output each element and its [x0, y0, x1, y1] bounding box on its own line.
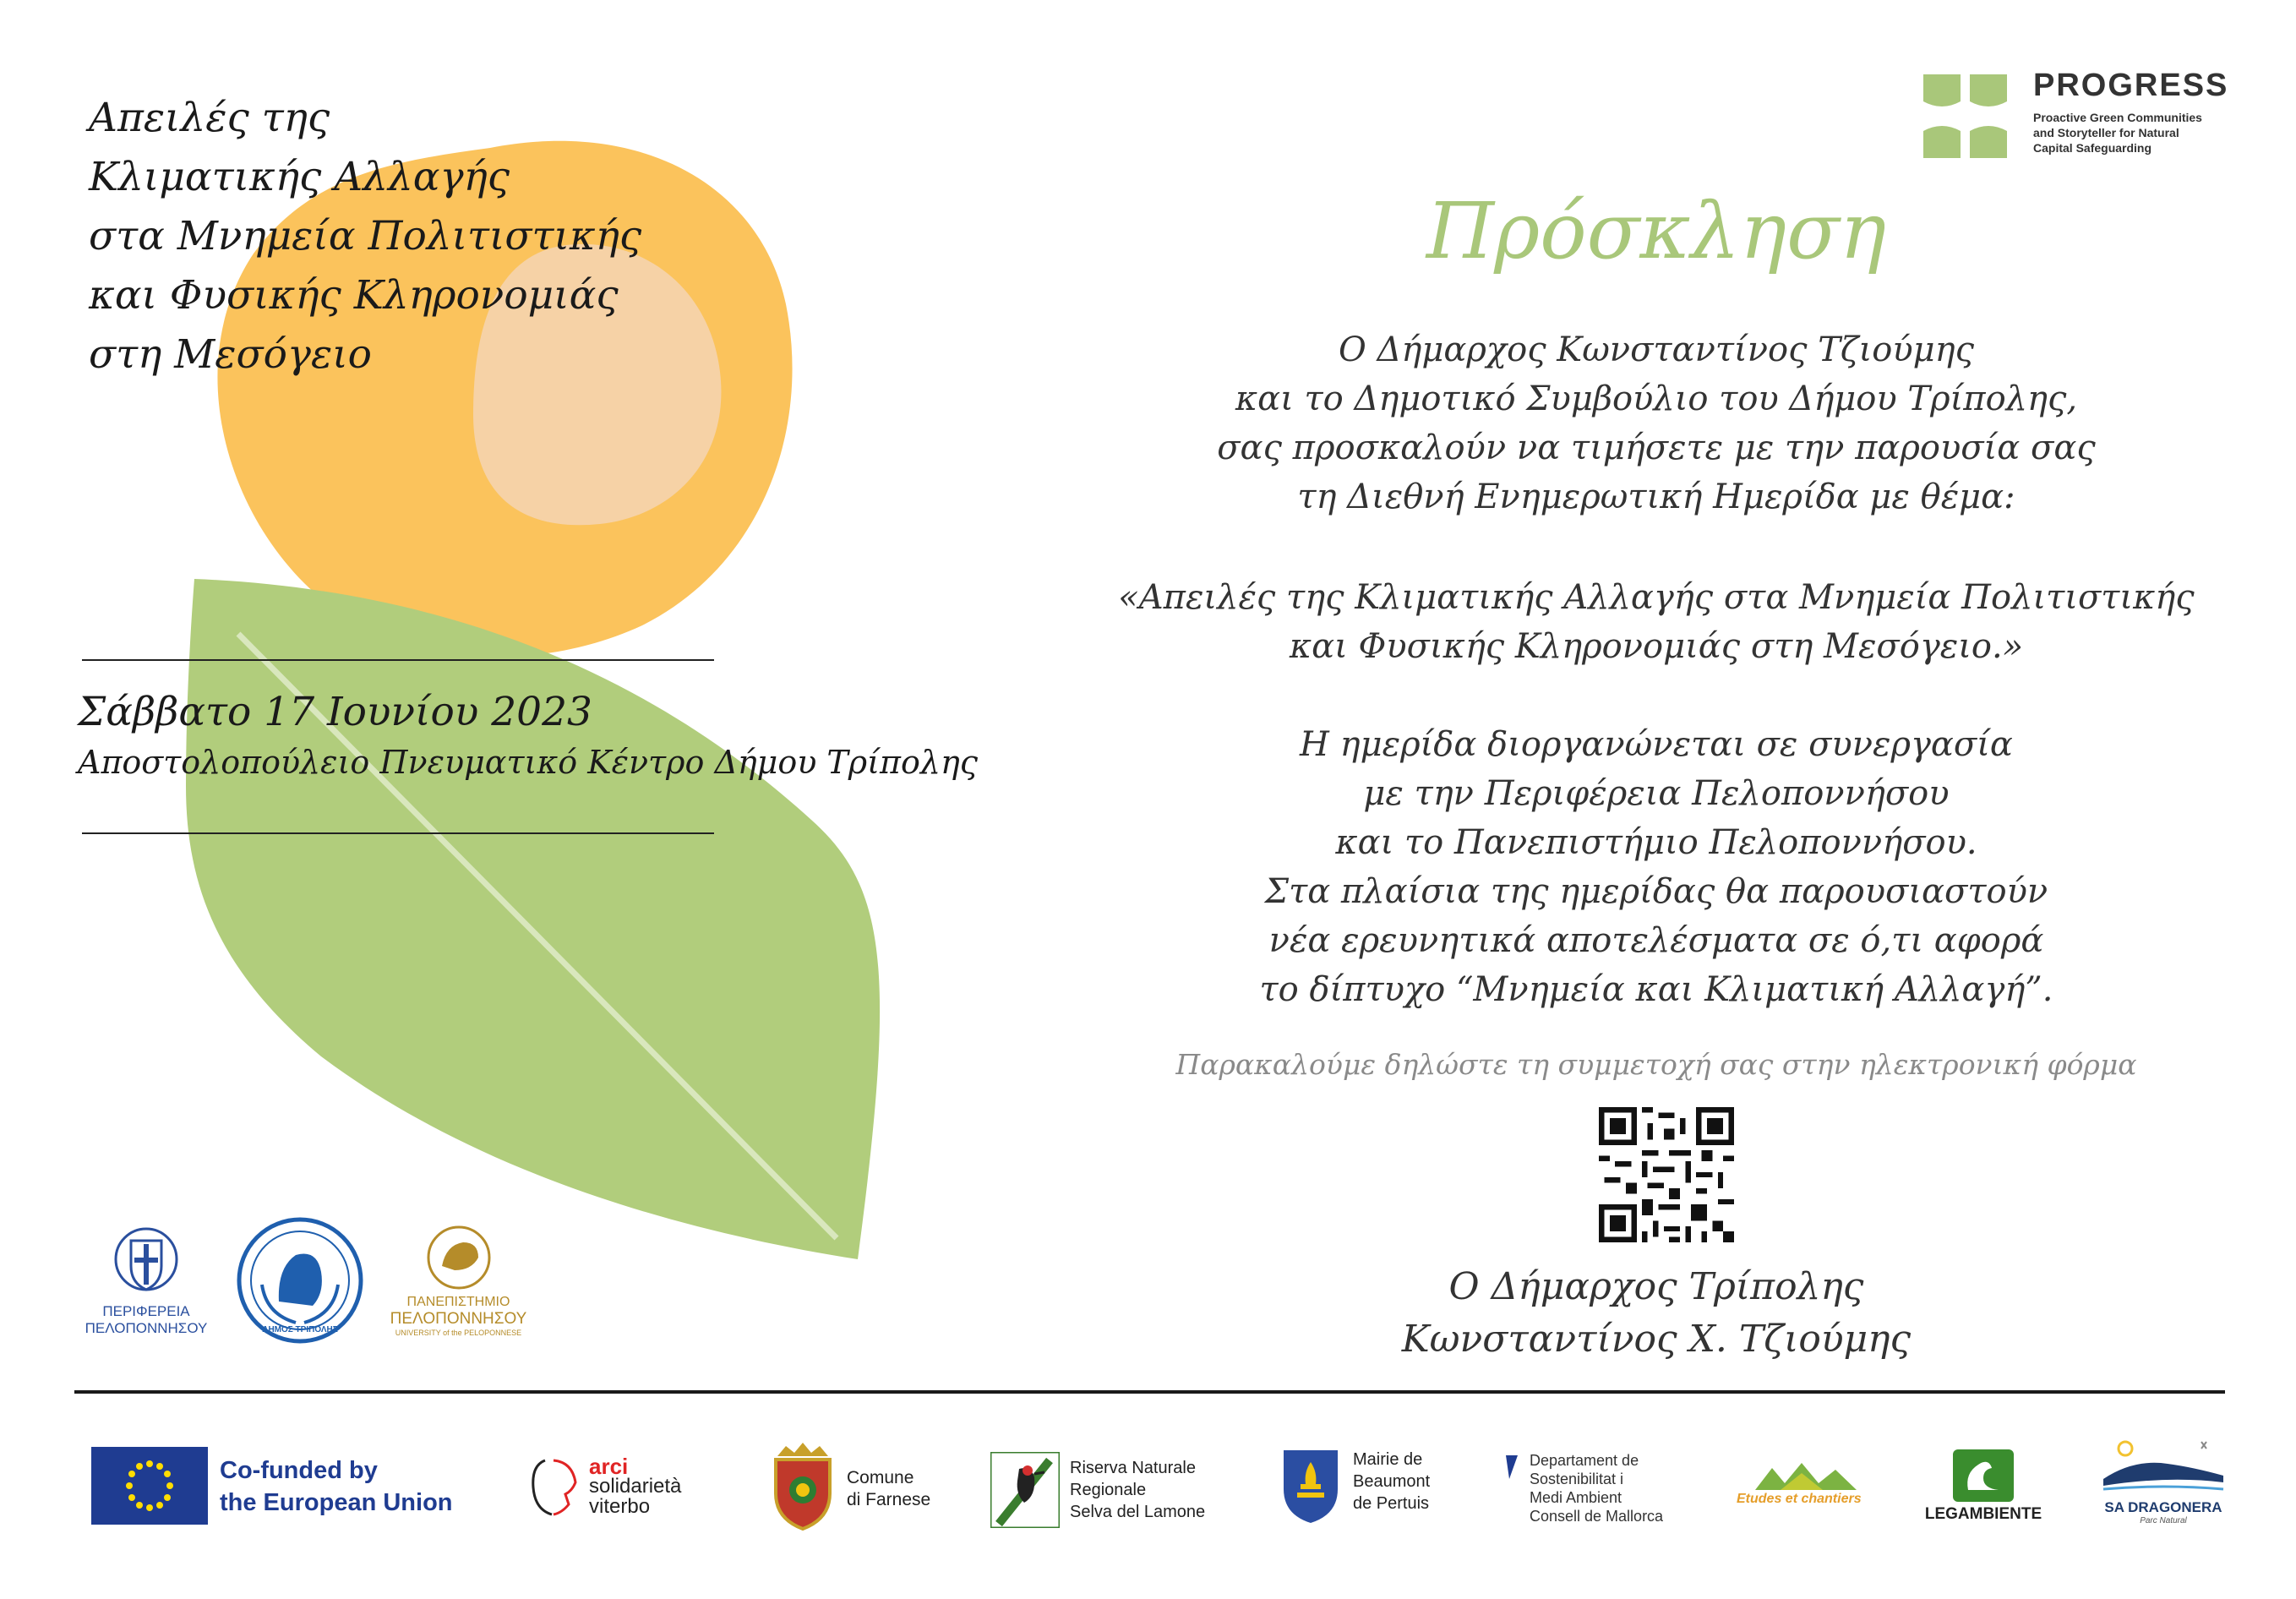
progress-logo-subtitle: Capital Safeguarding	[2033, 141, 2152, 155]
paragraph-line: και το Δημοτικό Συμβούλιο του Δήμου Τρίπολης,	[1235, 379, 2078, 418]
invitation-paragraph-3	[1099, 720, 2214, 1014]
title-line: Απειλές της	[89, 95, 330, 141]
divider-bottom	[82, 832, 714, 834]
invitation-paragraph-1	[1099, 325, 2214, 521]
progress-logo-title: PROGRESS	[2033, 68, 2229, 103]
event-venue: Αποστολοπούλειο Πνευματικό Κέντρο Δήμου Τρίπολης	[78, 744, 979, 781]
peloponnese-region-logo	[74, 1224, 218, 1337]
clover-icon	[1917, 68, 2014, 165]
sa-dragonera-logo	[2091, 1437, 2235, 1538]
legambiente-logo	[1920, 1449, 2047, 1530]
mallorca-text: Consell de Mallorca	[1530, 1508, 1664, 1525]
arci-text: arci	[589, 1454, 629, 1479]
etudes-chantiers-logo	[1737, 1458, 1872, 1517]
rsvp-text: Παρακαλούμε δηλώστε τη συμμετοχή σας στην ηλεκτρονική φόρμα	[1175, 1048, 2137, 1081]
riserva-text: Selva del Lamone	[1070, 1503, 1206, 1521]
beaumont-pertuis-logo	[1280, 1447, 1449, 1531]
greek-coat-of-arms-icon	[112, 1224, 180, 1300]
paragraph-line: Στα πλαίσια της ημερίδας θα παρουσιαστούν	[1264, 872, 2048, 911]
eu-text: Co-funded by	[220, 1457, 378, 1484]
divider-top	[82, 659, 714, 661]
paragraph-line: και Φυσικής Κληρονομιάς στη Μεσόγειο.»	[1289, 627, 2024, 666]
title-line: Κλιματικής Αλλαγής	[89, 154, 510, 200]
mallorca-text: Departament de	[1530, 1452, 1639, 1469]
progress-logo-subtitle: Proactive Green Communities	[2033, 111, 2202, 124]
legambiente-text: LEGAMBIENTE	[1924, 1505, 2042, 1523]
university-logo-text: ΠΑΝΕΠΙΣΤΗΜΙΟ	[406, 1295, 510, 1309]
region-logo-text: ΠΕΡΙΦΕΡΕΙΑ	[102, 1303, 190, 1319]
paragraph-line: το δίπτυχο “Μνημεία και Κλιματική Αλλαγή”.	[1259, 970, 2053, 1009]
dragonera-text: SA DRAGONERA	[2104, 1499, 2222, 1515]
riserva-text: Riserva Naturale	[1070, 1459, 1196, 1477]
signature-title: Ο Δήμαρχος Τρίπολης	[1448, 1265, 1864, 1308]
paragraph-line: και το Πανεπιστήμιο Πελοποννήσου.	[1335, 823, 1977, 862]
tripoli-logo-label: ΔΗΜΟΣ ΤΡΙΠΟΛΗΣ	[262, 1325, 338, 1334]
etudes-text: Etudes et chantiers	[1737, 1492, 1862, 1506]
eu-flag-icon	[91, 1447, 208, 1525]
beaumont-text: Mairie de	[1353, 1450, 1423, 1469]
eu-text: the European Union	[220, 1489, 453, 1516]
paragraph-line: με την Περιφέρεια Πελοποννήσου	[1363, 774, 1950, 813]
progress-logo	[1917, 68, 2255, 169]
consell-mallorca-logo	[1506, 1452, 1700, 1532]
beaumont-text: de Pertuis	[1353, 1494, 1430, 1513]
paragraph-line: τη Διεθνή Ενημερωτική Ημερίδα με θέμα:	[1297, 478, 2015, 516]
comune-farnese-logo	[769, 1441, 938, 1534]
footer-divider	[74, 1390, 2225, 1394]
event-date: Σάββατο 17 Ιουνίου 2023	[78, 689, 592, 735]
invitation-paragraph-2	[1099, 573, 2214, 671]
dragonera-island-icon	[2100, 1437, 2227, 1496]
paragraph-line: Η ημερίδα διοργανώνεται σε συνεργασία	[1300, 725, 2013, 764]
title-line: και Φυσικής Κληρονομιάς	[89, 272, 619, 319]
signature-name: Κωνσταντίνος Χ. Τζιούμης	[1401, 1318, 1912, 1361]
university-logo-text: ΠΕΛΟΠΟΝΝΗΣΟΥ	[390, 1310, 527, 1328]
dragonera-text: Parc Natural	[2140, 1516, 2187, 1525]
paragraph-line: «Απειλές της Κλιματικής Αλλαγής στα Μνημεία Πολιτιστικής	[1118, 578, 2195, 617]
legambiente-swan-icon	[1950, 1449, 2017, 1502]
riserva-lamone-logo	[990, 1452, 1244, 1532]
qr-code[interactable]	[1599, 1107, 1734, 1242]
university-logo	[384, 1224, 532, 1337]
arci-viterbo-logo	[528, 1455, 723, 1523]
event-title	[89, 89, 641, 385]
beaumont-shield-icon	[1280, 1447, 1341, 1525]
arci-face-icon	[528, 1457, 581, 1518]
woodpecker-icon	[990, 1452, 1060, 1528]
paragraph-line: σας προσκαλούν να τιμήσετε με την παρουσία σας	[1217, 428, 2096, 467]
farnese-text: di Farnese	[847, 1490, 931, 1509]
tripoli-municipality-logo	[237, 1217, 363, 1344]
paragraph-line: νέα ερευνητικά αποτελέσματα σε ό,τι αφορά	[1268, 921, 2044, 960]
beaumont-text: Beaumont	[1353, 1472, 1431, 1491]
arci-text: solidarietà	[589, 1475, 682, 1498]
arci-text: viterbo	[589, 1495, 651, 1518]
riserva-text: Regionale	[1070, 1481, 1147, 1499]
eu-cofunded-logo	[91, 1447, 488, 1527]
signature-block	[1099, 1261, 2214, 1366]
mallorca-mark-icon	[1506, 1455, 1524, 1489]
university-logo-text: UNIVERSITY of the PELOPONNESE	[395, 1329, 522, 1337]
farnese-crest-icon	[769, 1441, 837, 1532]
mallorca-text: Sostenibilitat i	[1530, 1471, 1624, 1487]
etudes-hills-icon	[1755, 1458, 1857, 1492]
title-line: στα Μνημεία Πολιτιστικής	[89, 213, 642, 259]
farnese-text: Comune	[847, 1468, 914, 1487]
progress-logo-subtitle: and Storyteller for Natural	[2033, 126, 2179, 139]
invitation-heading: Πρόσκληση	[1426, 186, 1887, 276]
green-leaf-shape	[186, 579, 880, 1259]
paragraph-line: Ο Δήμαρχος Κωνσταντίνος Τζιούμης	[1338, 330, 1975, 369]
region-logo-text: ΠΕΛΟΠΟΝΝΗΣΟΥ	[85, 1320, 208, 1336]
university-emblem-icon	[421, 1224, 497, 1291]
title-line: στη Μεσόγειο	[89, 331, 372, 378]
mallorca-text: Medi Ambient	[1530, 1489, 1622, 1506]
